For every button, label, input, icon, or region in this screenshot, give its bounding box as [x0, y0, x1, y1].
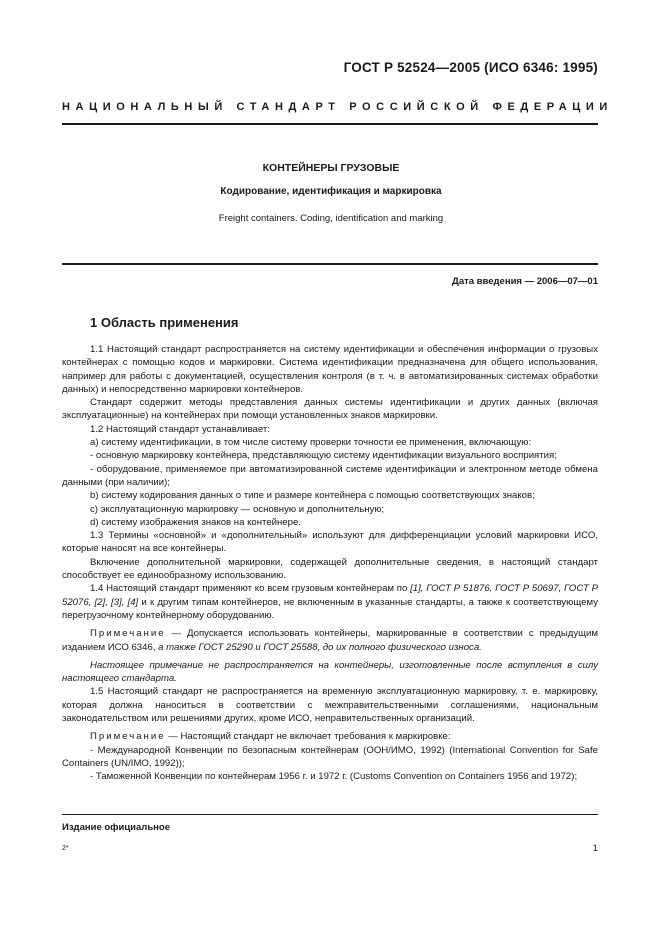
- document-code: ГОСТ Р 52524—2005 (ИСО 6346: 1995): [343, 60, 598, 75]
- list-item: d) систему изображения знаков на контейнере.: [90, 516, 301, 528]
- list-item: - оборудование, применяемое при автоматизированной системе идентификации и электронном методе обмена данными (при наличии);: [62, 463, 598, 488]
- header-rule: [62, 123, 598, 125]
- page-number: 1: [592, 843, 598, 854]
- list-item: - основную маркировку контейнера, представляющую систему идентификации визуального восприятия;: [90, 450, 557, 462]
- note-text: — Допускается использовать контейнеры, маркированные в соответствии с предыдущим изданием ИСО 6346,: [62, 628, 598, 653]
- note: [62, 627, 598, 654]
- note-item: - Таможенной Конвенции по контейнерам 1956 г. и 1972 г. (Customs Convention on Containers 1956 and 1972);: [90, 771, 578, 783]
- paragraph: [62, 582, 598, 622]
- note-label: Примечание: [90, 628, 166, 640]
- effective-date: Дата введения — 2006—07—01: [452, 276, 598, 287]
- paragraph: 1.1 Настоящий стандарт распространяется на систему идентификации и обеспечения информации о грузовых контейнерах с помощью кодов и маркировки. Система идентификации предназначена для общего использования, например для работы с документацией, осуществления контроля (в т. ч. в автоматизированных системах обработки данных) и непосредственно маркировки контейнеров.: [62, 344, 598, 395]
- note-extra: Настоящее примечание не распространяется на контейнеры, изготовленные после вступления в силу настоящего стандарта.: [62, 659, 598, 685]
- note-item: - Международной Конвенции по безопасным контейнерам (ООН/ИМО, 1992) (International Convention for Safe Containers (UN/IMO, 1992));: [62, 744, 598, 769]
- paragraph: Стандарт содержит методы представления данных системы идентификации и других данных (включая эксплуатационные) на контейнерах при помощи установленных знаков маркировки.: [62, 397, 598, 422]
- paragraph-text: и к другим типам контейнеров, не включенным в указанные стандарты, а также к соответствующему перегрузочному контейнерному оборудованию.: [62, 596, 599, 621]
- paragraph: 1.3 Термины «основной» и «дополнительный» используют для дифференциации условий маркировки ИСО, которые наносят на все контейнеры.: [62, 530, 598, 555]
- document-title-english: Freight containers. Coding, identification and marking: [218, 213, 444, 224]
- paragraph: Включение дополнительной маркировки, содержащей дополнительные сведения, в настоящий стандарт способствует ее единообразному использованию.: [62, 556, 598, 582]
- signature-mark: 2*: [62, 845, 69, 852]
- document-title: КОНТЕЙНЕРЫ ГРУЗОВЫЕ: [262, 162, 400, 174]
- edition-label: Издание официальное: [62, 822, 170, 833]
- paragraph: 1.5 Настоящий стандарт не распространяется на временную эксплуатационную маркировку, т. е. маркировку, которая должна наноситься в соответствии с межправительственными соглашениями, национальным законодательством или решениями других, кроме ИСО, неправительственных организаций.: [62, 686, 598, 725]
- list-item: b) систему кодирования данных о типе и размере контейнера с помощью соответствующих знаков;: [90, 490, 535, 502]
- note-text: — Настоящий стандарт не включает требования к маркировке:: [165, 731, 451, 743]
- note-label: Примечание: [90, 731, 166, 743]
- paragraph-text: 1.4 Настоящий стандарт применяют ко всем грузовым контейнерам по: [90, 583, 411, 595]
- section-heading: 1 Область применения: [90, 315, 239, 330]
- list-item: c) эксплуатационную маркировку — основную и дополнительную;: [90, 503, 385, 515]
- document-subtitle: Кодирование, идентификация и маркировка: [220, 186, 442, 197]
- document-body: [62, 343, 598, 784]
- standard-header: НАЦИОНАЛЬНЫЙ СТАНДАРТ РОССИЙСКОЙ ФЕДЕРАЦИИ: [62, 101, 613, 113]
- note: [62, 730, 598, 743]
- list-item: а) систему идентификации, в том числе систему проверки точности ее применения, включающую:: [90, 437, 532, 449]
- standard-references: [1], ГОСТ Р 51876, ГОСТ Р 50697, ГОСТ Р 52076, [2], [3], [4]: [62, 583, 598, 608]
- paragraph: 1.2 Настоящий стандарт устанавливает:: [90, 423, 270, 435]
- note-text-italic: а также ГОСТ 25290 и ГОСТ 25588, до их полного физического износа.: [158, 641, 482, 653]
- title-rule: [62, 263, 598, 265]
- footer-rule: [62, 814, 598, 815]
